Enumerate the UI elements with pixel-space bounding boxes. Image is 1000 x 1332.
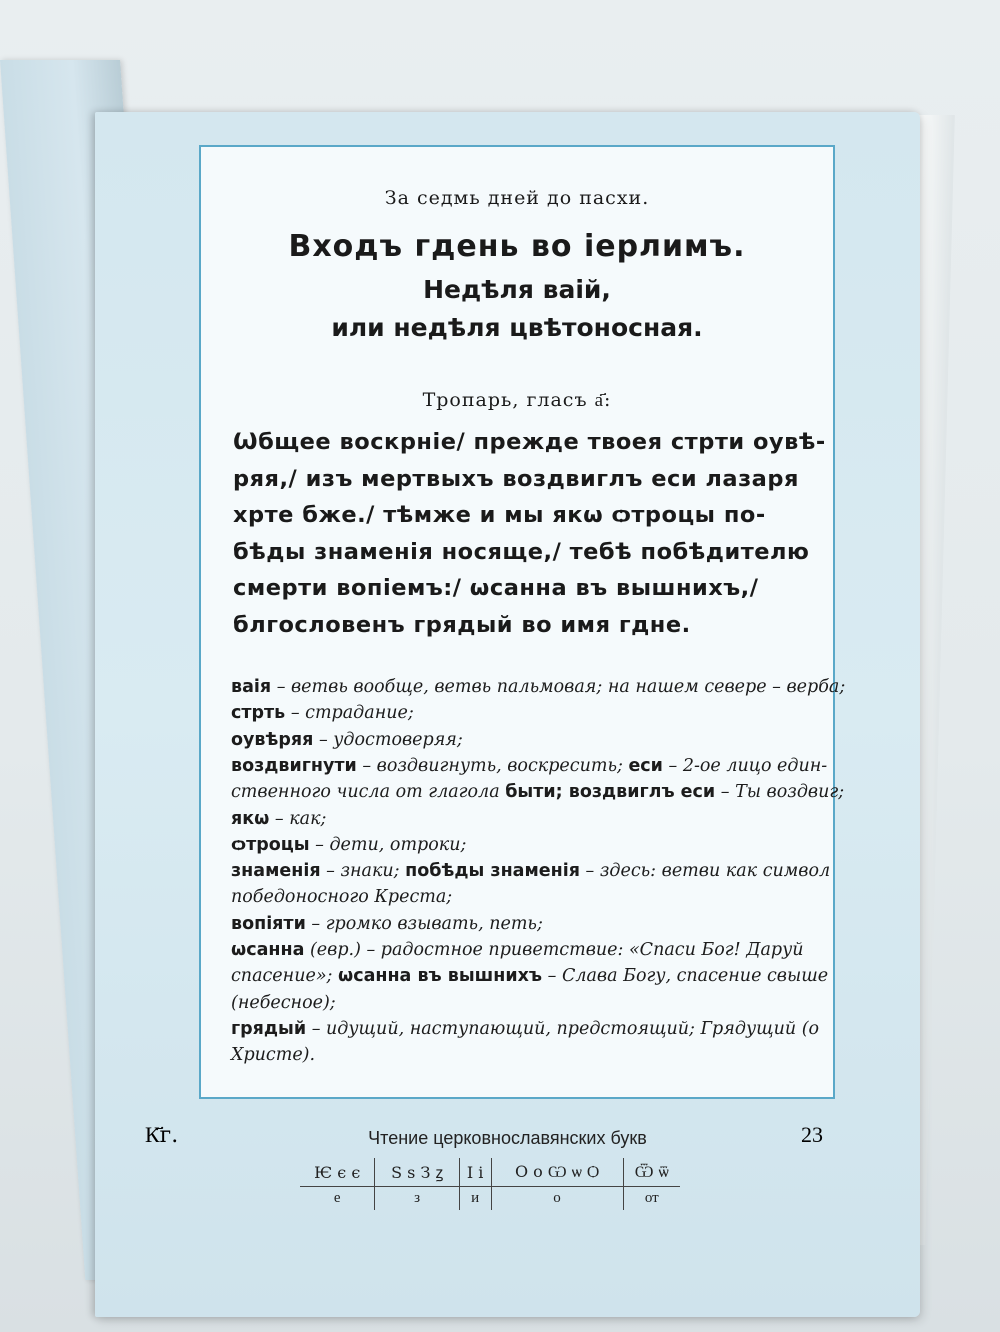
slavonic-page-number: К҃г. [145,1123,179,1148]
troparion-line: бѣды знаменія носяще,/ тебѣ побѣдителю [233,538,810,565]
letters-row-modern [300,1187,680,1211]
modern-letter-cell: о [491,1187,623,1211]
slavonic-term: ѡсанна [231,940,305,960]
letters-table [300,1158,680,1210]
page-number: 23 [801,1122,823,1147]
troparion-line: блгословенъ грядый во имя гдне. [233,611,691,638]
definition-text: – как; [269,808,327,829]
modern-letter-cell: от [623,1187,680,1211]
slavonic-term: знаменія [231,861,321,882]
letter-cell: О о Ѡ ѡ Ѻ [491,1158,623,1187]
definition-text: – идущий, наступающий, предстоящий; Грядущий (о [306,1018,820,1039]
letters-row-slavonic [300,1158,680,1187]
definition-text: – 2-ое лицо един- [662,755,828,776]
letter-cell: І і [459,1158,491,1187]
definition-text: – дети, отроки; [309,834,467,855]
letter-cell: Ѥ є є [300,1158,375,1187]
definition-text: спасение»; [231,966,338,987]
definition-text: – громко взывать, петь; [305,913,543,934]
definition-text: (евр.) – радостное приветствие: «Спаси Бог! Даруй [304,940,804,960]
glossary-line [231,835,466,855]
definition-text: – воздвигнуть, воскресить; [356,755,629,776]
book-page [95,112,920,1317]
glossary-line [231,730,463,750]
glossary-line [231,677,845,697]
definition-text: – знаки; [320,861,406,882]
glossary-line [231,940,804,960]
glossary-line [231,1019,819,1039]
slavonic-term: ѡсанна въ вышнихъ [337,966,543,987]
glossary-line [231,887,452,907]
troparion-line: Ѡбщее воскрніе/ прежде твоея стрти оувѣ- [233,429,826,455]
glossary-line [231,966,828,986]
modern-letter-cell: е [333,1190,341,1206]
definition-text: – ветвь вообще, ветвь пальмовая; на нашем севере – верба; [271,677,846,697]
letter-cell: Ѕ ѕ З ꙁ [375,1158,459,1187]
glossary-line [231,993,336,1013]
text-frame [199,145,846,1099]
modern-letter-cell: и [459,1187,491,1211]
definition-text: ственного числа от глагола [231,782,506,803]
definition-text: победоносного Креста; [231,887,453,908]
definition-text: (небесное); [231,992,336,1013]
definition-text: Христе). [231,1045,316,1066]
slavonic-term: грядый [231,1018,307,1039]
definition-text: – здесь: ветви как символ [579,861,831,882]
glossary-line [231,809,326,829]
troparion-line: смерти вопіемъ:/ ѡсанна въ вышнихъ,/ [233,575,759,601]
heading-3: или недѣля цвѣтоносная. [331,313,703,342]
modern-letter-cell: з [375,1187,459,1211]
slavonic-term: оувѣряя [231,729,314,750]
slavonic-term: воздвигнути [231,755,357,776]
slavonic-term: быти; воздвиглъ еси [505,782,716,803]
heading-1: Входъ гдень во іерлимъ. [288,229,746,264]
page-subtitle: За седмь дней до пасхи. [384,187,650,209]
footer-title: Чтение церковнославянских букв [368,1128,647,1148]
slavonic-term: якѡ [231,808,270,829]
definition-text: – Ты воздвиг; [715,782,845,803]
glossary-line [231,1045,315,1065]
slavonic-term: побѣды знаменія [405,861,580,882]
heading-2: Недѣля ваій, [423,275,611,304]
slavonic-term: еси [628,755,663,776]
glossary-line [231,914,543,934]
troparion-line: ряя,/ изъ мертвыхъ воздвиглъ еси лазаря [233,465,799,492]
definition-text: – страдание; [285,703,414,724]
glossary-line [231,703,414,723]
definition-text: – Слава Богу, спасение свыше [542,966,829,987]
slavonic-term: ваія [231,677,272,697]
glossary-line [231,861,830,881]
glossary-line [231,782,844,802]
slavonic-term: ѻтроцы [231,834,310,855]
letter-cell: Ѿ ѿ [623,1158,680,1187]
troparion-line: хрте бже./ тѣмже и мы якѡ ѻтроцы по- [233,502,766,528]
glossary-line [231,756,827,776]
troparion-title: Тропарь, гласъ а҃: [422,389,612,411]
slavonic-term: вопіяти [231,913,306,934]
slavonic-term: стрть [231,703,286,724]
definition-text: – удостоверяя; [313,729,463,750]
